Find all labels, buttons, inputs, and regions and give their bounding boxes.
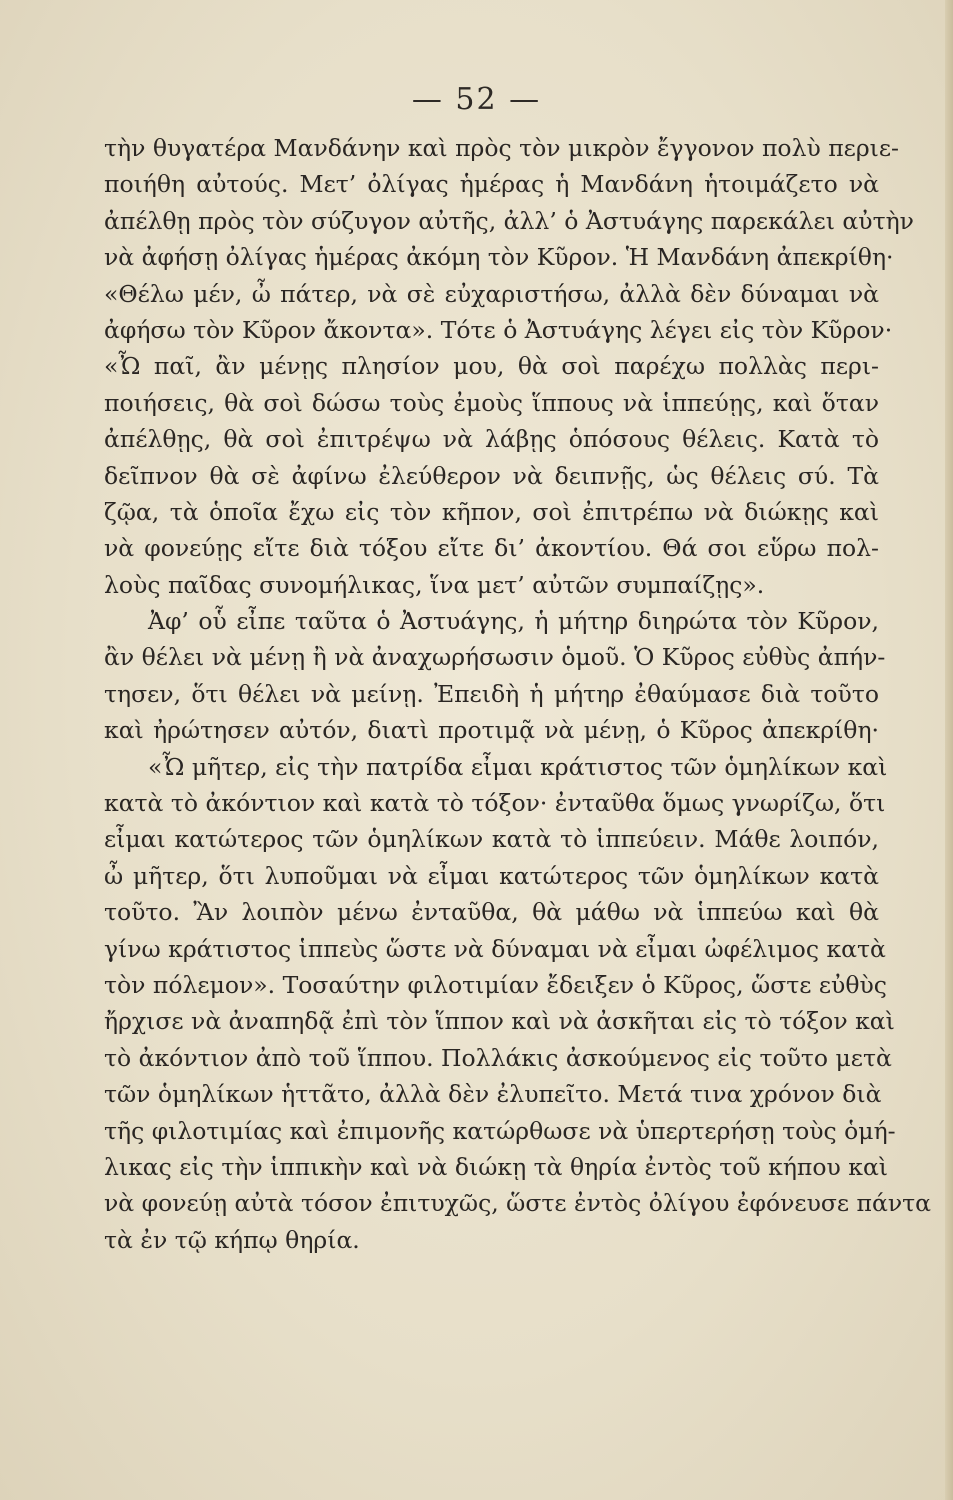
body-text	[104, 130, 932, 1258]
text-line: νὰ φονεύῃ αὐτὰ τόσον ἐπιτυχῶς, ὥστε ἐντὸς ὀλίγου ἐφόνευσε πάντα	[104, 1189, 932, 1218]
text-line: ὦ μῆτερ, ὅτι λυποῦμαι νὰ εἶμαι κατώτερος τῶν ὁμηλίκων κατὰ	[104, 861, 879, 890]
text-line: τοῦτο. Ἂν λοιπὸν μένω ἐνταῦθα, θὰ μάθω νὰ ἱππεύω καὶ θὰ	[104, 898, 879, 927]
page-edge	[945, 0, 953, 1500]
text-line: ἀπέλθῃς, θὰ σοὶ ἐπιτρέψω νὰ λάβῃς ὁπόσους θέλεις. Κατὰ τὸ	[104, 425, 879, 454]
text-line: ἂν θέλει νὰ μένῃ ἢ νὰ ἀναχωρήσωσιν ὁμοῦ. Ὁ Κῦρος εὐθὺς ἀπήν-	[104, 643, 886, 672]
text-line: εἶμαι κατώτερος τῶν ὁμηλίκων κατὰ τὸ ἱππεύειν. Μάθε λοιπόν,	[104, 825, 879, 854]
text-line: τῆς φιλοτιμίας καὶ ἐπιμονῆς κατώρθωσε νὰ ὑπερτερήσῃ τοὺς ὁμή-	[104, 1116, 896, 1145]
text-line: Ἀφ’ οὗ εἶπε ταῦτα ὁ Ἀστυάγης, ἡ μήτηρ διηρώτα τὸν Κῦρον,	[148, 607, 879, 636]
text-line: κατὰ τὸ ἀκόντιον καὶ κατὰ τὸ τόξον· ἐνταῦθα ὅμως γνωρίζω, ὅτι	[104, 789, 886, 818]
text-line: λοὺς παῖδας συνομήλικας, ἵνα μετ’ αὐτῶν συμπαίζῃς».	[104, 570, 765, 599]
text-line: ποιήσεις, θὰ σοὶ δώσω τοὺς ἐμοὺς ἵππους νὰ ἱππεύῃς, καὶ ὅταν	[104, 388, 879, 417]
text-line: τησεν, ὅτι θέλει νὰ μείνῃ. Ἐπειδὴ ἡ μήτηρ ἐθαύμασε διὰ τοῦτο	[104, 679, 879, 708]
text-line: ἀπέλθῃ πρὸς τὸν σύζυγον αὐτῆς, ἀλλ’ ὁ Ἀστυάγης παρεκάλει αὐτὴν	[104, 206, 914, 235]
text-line: ἤρχισε νὰ ἀναπηδᾷ ἐπὶ τὸν ἵππον καὶ νὰ ἀσκῆται εἰς τὸ τόξον καὶ	[104, 1007, 895, 1036]
text-line: νὰ φονεύῃς εἴτε διὰ τόξου εἴτε δι’ ἀκοντίου. Θά σοι εὕρω πολ-	[104, 534, 879, 563]
text-line: λικας εἰς τὴν ἱππικὴν καὶ νὰ διώκῃ τὰ θηρία ἐντὸς τοῦ κήπου καὶ	[104, 1152, 889, 1181]
text-line: «Ὦ παῖ, ἂν μένῃς πλησίον μου, θὰ σοὶ παρέχω πολλὰς περι-	[104, 352, 879, 381]
text-line: δεῖπνον θὰ σὲ ἀφίνω ἐλεύθερον νὰ δειπνῇς, ὡς θέλεις σύ. Τὰ	[104, 461, 879, 490]
text-line: τὰ ἐν τῷ κήπῳ θηρία.	[104, 1225, 360, 1254]
text-line: νὰ ἀφήσῃ ὀλίγας ἡμέρας ἀκόμη τὸν Κῦρον. Ἡ Μανδάνη ἀπεκρίθη·	[104, 243, 894, 272]
page-number: — 52 —	[411, 82, 542, 117]
text-line: «Ὦ μῆτερ, εἰς τὴν πατρίδα εἶμαι κράτιστος τῶν ὁμηλίκων καὶ	[148, 752, 888, 781]
text-line: ἀφήσω τὸν Κῦρον ἄκοντα». Τότε ὁ Ἀστυάγης λέγει εἰς τὸν Κῦρον·	[104, 315, 893, 344]
text-line: «Θέλω μέν, ὦ πάτερ, νὰ σὲ εὐχαριστήσω, ἀλλὰ δὲν δύναμαι νὰ	[104, 279, 879, 308]
text-line: τὸ ἀκόντιον ἀπὸ τοῦ ἵππου. Πολλάκις ἀσκούμενος εἰς τοῦτο μετὰ	[104, 1043, 892, 1072]
text-line: καὶ ἠρώτησεν αὐτόν, διατὶ προτιμᾷ νὰ μένῃ, ὁ Κῦρος ἀπεκρίθη·	[104, 716, 879, 745]
text-line: τῶν ὁμηλίκων ἡττᾶτο, ἀλλὰ δὲν ἐλυπεῖτο. Μετά τινα χρόνον διὰ	[104, 1080, 882, 1109]
text-line: γίνω κράτιστος ἱππεὺς ὥστε νὰ δύναμαι νὰ εἶμαι ὠφέλιμος κατὰ	[104, 934, 886, 963]
text-line: τὸν πόλεμον». Τοσαύτην φιλοτιμίαν ἔδειξεν ὁ Κῦρος, ὥστε εὐθὺς	[104, 970, 887, 999]
text-line: ποιήθη αὐτούς. Μετ’ ὀλίγας ἡμέρας ἡ Μανδάνη ἡτοιμάζετο νὰ	[104, 170, 879, 199]
text-line: τὴν θυγατέρα Μανδάνην καὶ πρὸς τὸν μικρὸν ἔγγονον πολὺ περιε-	[104, 134, 899, 162]
text-line: ζῷα, τὰ ὁποῖα ἔχω εἰς τὸν κῆπον, σοὶ ἐπιτρέπω νὰ διώκῃς καὶ	[104, 497, 879, 526]
